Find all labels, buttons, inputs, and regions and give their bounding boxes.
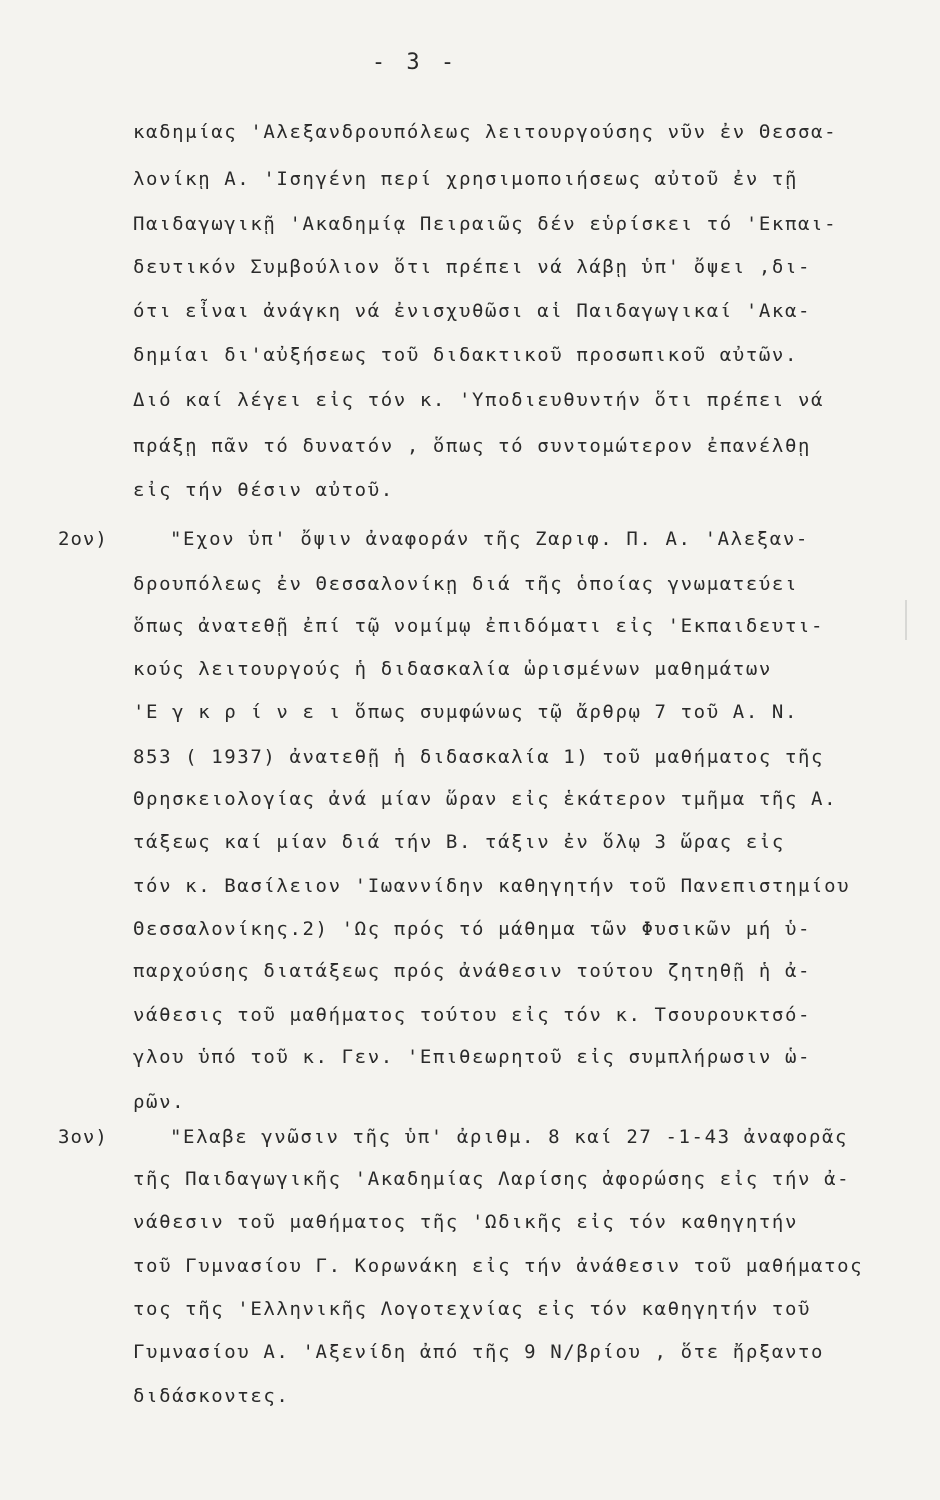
text-line: διδάσκοντες. [133,1385,290,1407]
text-line: νάθεσιν τοῦ μαθήματος τῆς 'Ωδικῆς εἰς τόν καθηγητήν [133,1211,798,1233]
text-line: 'Ε γ κ ρ ί ν ε ι ὅπως συμφώνως τῷ ἄρθρῳ 7 τοῦ Α. Ν. [133,701,798,723]
text-line: 853 ( 1937) ἀνατεθῇ ἡ διδασκαλία 1) τοῦ μαθήματος τῆς [133,746,825,768]
text-line: ρῶν. [133,1091,186,1113]
text-line: τόν κ. Βασίλειον 'Ιωαννίδην καθηγητήν τοῦ Πανεπιστημίου [133,875,851,897]
text-line: Θεσσαλονίκης.2) 'Ως πρός τό μάθημα τῶν Φυσικῶν μή ὑ- [133,918,812,940]
text-line: παρχούσης διατάξεως πρός ἀνάθεσιν τούτου ζητηθῇ ἡ ἀ- [133,960,812,982]
text-line: Διό καί λέγει εἰς τόν κ. 'Υποδιευθυντήν ὅτι πρέπει νά [133,389,825,411]
text-line: τοῦ Γυμνασίου Γ. Κορωνάκη εἰς τήν ἀνάθεσιν τοῦ μαθήματος [133,1255,864,1277]
text-line: "Ελαβε γνῶσιν τῆς ὑπ' ἀριθμ. 8 καί 27 -1-43 ἀναφορᾶς [170,1126,849,1148]
page-edge-mark [905,600,907,640]
text-line: καδημίας 'Αλεξανδρουπόλεως λειτουργούσης νῦν ἐν Θεσσα- [133,121,838,143]
text-line: πράξῃ πᾶν τό δυνατόν , ὅπως τό συντομώτερον ἐπανέλθῃ [133,435,812,457]
text-line: Γυμνασίου Α. 'Αξενίδη ἀπό τῆς 9 Ν/βρίου , ὅτε ἤρξαντο [133,1341,825,1363]
text-line: κούς λειτουργούς ἡ διδασκαλία ὡρισμένων μαθημάτων [133,658,772,680]
text-line: λονίκῃ Α. 'Ισηγένη περί χρησιμοποιήσεως αὐτοῦ ἐν τῇ [133,168,798,190]
item-marker-3: 3ον) [58,1126,108,1148]
text-line: "Εχον ὑπ' ὄψιν ἀναφοράν τῆς Ζαριφ. Π. Α. 'Αλεξαν- [170,528,809,550]
text-line: Θρησκειολογίας ἀνά μίαν ὥραν εἰς ἑκάτερον τμῆμα τῆς Α. [133,788,838,810]
text-line: δευτικόν Συμβούλιον ὅτι πρέπει νά λάβῃ ὑπ' ὄψει ,δι- [133,256,812,278]
text-line: τάξεως καί μίαν διά τήν Β. τάξιν ἐν ὅλῳ 3 ὥρας εἰς [133,831,785,853]
text-line: γλου ὑπό τοῦ κ. Γεν. 'Επιθεωρητοῦ εἰς συμπλήρωσιν ὡ- [133,1046,812,1068]
text-line: εἰς τήν θέσιν αὐτοῦ. [133,479,394,501]
item-marker-2: 2ον) [58,528,108,550]
text-line: τῆς Παιδαγωγικῆς 'Ακαδημίας Λαρίσης ἀφορώσης εἰς τήν ἀ- [133,1168,851,1190]
text-line: Παιδαγωγικῇ 'Ακαδημίᾳ Πειραιῶς δέν εὑρίσκει τό 'Εκπαι- [133,213,838,235]
text-line: ότι εἶναι ἀνάγκη νά ἐνισχυθῶσι αἱ Παιδαγωγικαί 'Ακα- [133,300,812,322]
page-number: - 3 - [371,50,459,75]
text-line: ὅπως ἀνατεθῇ ἐπί τῷ νομίμῳ ἐπιδόματι εἰς 'Εκπαιδευτι- [133,615,825,637]
text-line: νάθεσις τοῦ μαθήματος τούτου εἰς τόν κ. Τσουρουκτσό- [133,1004,812,1026]
text-line: τος τῆς 'Ελληνικῆς Λογοτεχνίας εἰς τόν καθηγητήν τοῦ [133,1298,812,1320]
text-line: δρουπόλεως ἐν Θεσσαλονίκῃ διά τῆς ὁποίας γνωματεύει [133,573,798,595]
text-line: δημίαι δι'αὐξήσεως τοῦ διδακτικοῦ προσωπικοῦ αὐτῶν. [133,344,798,366]
